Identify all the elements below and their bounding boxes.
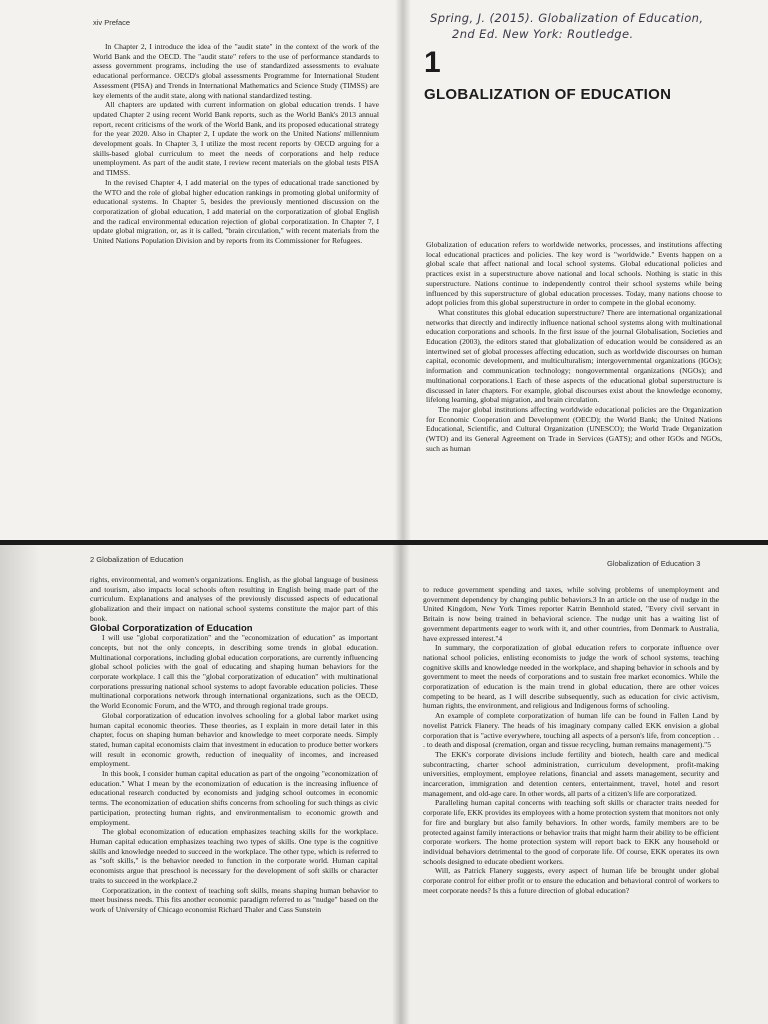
preface-paragraph: In Chapter 2, I introduce the idea of the "audit state" in the context of the work of the World Bank and the OECD. The "audit state" refers to the use of performance standards to assess government programs, including the use of standardized assessments to evaluate educational performance. OECD's global assessments Programme for International Student Assessment (PISA) and Trends in International Mathematics and Science Study (TIMSS) are key elements of the audit state, along with national standardized testing. — [93, 42, 379, 100]
chapter-paragraph: Globalization of education refers to worldwide networks, processes, and institutions affecting local educational practices and policies. The key word is "worldwide." Events happen on a global scale that affect national and local school systems. Global educational policies and practices exist in a superstructure above national and local schools. Nothing is static in this superstructure. Nations continue to independently control their school systems while being influenced by this superstructure of global education processes. Today, many nations choose to adopt policies from this global superstructure in order to compete in the global economy. — [426, 240, 722, 308]
chapter-title: GLOBALIZATION OF EDUCATION — [424, 86, 672, 103]
preface-paragraph: All chapters are updated with current information on global education trends. I have updated Chapter 2 using recent World Bank reports, such as the World Bank's 2013 annual report, recent criticisms of the work of the World Bank, and its proposed educational strategy for the year 2020. Also in Chapter 2, I update the work on the United Nations' millennium development goals. In Chapter 3, I utilize the most recent reports by OECD arguing for a skills-based global curriculum to meet the needs of corporations and help reduce unemployment. As part of the audit state, I review recent materials on the global tests PISA and TIMSS. — [93, 100, 379, 178]
page-3-paragraph: The EKK's corporate divisions include fertility and biotech, health care and medical subcontracting, charter school administration, curriculum development, profit-making universities, employment, employee relations, financial and assets management, security and incarceration, immigration and detention centers, entertainment, travel, hotel and resort management, and old-age care. In other words, all parts of a citizen's life are corporatized. — [423, 749, 719, 798]
page-2-paragraph: Corporatization, in the context of teaching soft skills, means shaping human behavior to meet business needs. This fits another economic paradigm referred to as "nudge" based on the work of University of Chicago economist Richard Thaler and Cass Sunstein — [90, 885, 378, 914]
page-3-paragraph: Paralleling human capital concerns with teaching soft skills or character traits needed for corporate life, EKK provides its employees with a home protection system that monitors not only for fire and burglary but also family behaviors. In other words, family members are to be protected against family interactions or behavior traits that might harm their ability to be efficient corporate workers. The home protection system will report back to EKK any household or individual behaviors detrimental to the good of corporate life. Of course, EKK operates its own schools designed to educate obedient workers. — [423, 798, 719, 866]
page-3-paragraph: In summary, the corporatization of global education refers to corporate influence over national school policies, enlisting economists to judge the work of school systems, teaching cognitive skills and knowledge needed in the workplace, and shaping behavior in schools and by government to meet the needs of corporations and to sustain free market economics. While the corporatization of education is the main trend in global education, there are other voices competing to be heard, as I will describe subsequently, such as education for civic activism, human rights, the environment, and religious and Indigenous forms of schooling. — [423, 643, 719, 711]
page-2-paragraph: rights, environmental, and women's organizations. English, as the global language of business and tourism, also impacts local schools often resulting in English being made part of the curriculum. Explanations and analyses of the previously discussed aspects of educational globalization and their impact on national school systems constitute the major part of this book. — [90, 575, 378, 623]
preface-text-column — [93, 42, 379, 246]
handwritten-line: 2nd Ed. New York: Routledge. — [452, 27, 634, 41]
section-heading: Global Corporatization of Education — [90, 622, 253, 634]
page-2-text-column — [90, 575, 378, 915]
handwritten-citation — [430, 10, 760, 42]
page-2-header: 2 Globalization of Education — [90, 555, 184, 564]
chapter-paragraph: What constitutes this global education superstructure? There are international organizational networks that directly and indirectly influence national school systems along with multinational education corporations and schools. In the first issue of the journal Globalisation, Societies and Education (2003), the editors stated that globalization of education would be considered as an intertwined set of global processes affecting education, such as worldwide discourses on human capital, economic development, and multiculturalism; intergovernmental organizations (IGOs); information and communication technology; nongovernmental organizations (NGOs); and multinational corporations.1 Each of these aspects of the educational global superstructure is discussed in later chapters. For example, global discourses exist about the knowledge economy, lifelong learning, global migration, and brain circulation. — [426, 307, 722, 405]
page-3-paragraph: to reduce government spending and taxes, while solving problems of unemployment and government dependency by changing public behaviors.3 In an article on the use of nudge in the United Kingdom, New York Times reporter Katrin Bennhold stated, "Every civil servant in Britain is now being trained in behavioral science. The nudge unit has a waiting list of government departments eager to work with it, and other countries, from Denmark to Australia, have expressed interest."4 — [423, 585, 719, 643]
book-spine-shadow — [392, 545, 410, 1024]
book-spine-shadow — [395, 0, 411, 540]
bottom-page-spread — [0, 545, 768, 1024]
page-3-paragraph: Will, as Patrick Flanery suggests, every aspect of human life be brought under global corporate control for either profit or to ensure the education and behavioral control of workers to meet corporate needs? Is this a future direction of global education? — [423, 866, 719, 895]
page-3-header: Globalization of Education 3 — [607, 559, 701, 568]
chapter-text-column — [426, 240, 722, 453]
page-3-text-column — [423, 585, 719, 896]
preface-paragraph: In the revised Chapter 4, I add material on the types of educational trade sanctioned by the WTO and the role of global higher education rankings in promoting global uniformity of educational systems. In Chapter 5, besides the previously mentioned discussion on the corporatization of global education, I add material on the corporatization of global English and the radical environmental education rejection of global corporatization. In Chapter 7, I update global migration, or, as it is called, "brain circulation," with recent materials from the United Nations Population Division and by reports from its Commissioner for Refugees. — [93, 177, 379, 246]
page-2-paragraph: I will use "global corporatization" and the "economization of education" as important concepts, but not the only concepts, in describing some trends in global education. Multinational corporations, including global education corporations, are currently influencing global school policies with the goal of educating and shaping human behaviors for the corporate workplace. I call this the "global corporatization of education" with multinational corporations pressuring national school systems to adopt favorable education policies. These multinational corporations network through international organizations, such as the OECD, the World Economic Forum, and the WTO, and through regional trade groups. — [90, 633, 378, 711]
page-2-paragraph: The global economization of education emphasizes teaching skills for the workplace. Human capital education emphasizes teaching two types of skills. One type is the cognitive skills and knowledge needed to succeed in the workplace. The other type, which is referred to as "soft skills," is the behavior needed to function in the corporate world. Human capital economists argue that preschool is necessary for the development of soft skills or character traits to succeed in the workplace.2 — [90, 827, 378, 885]
page-edge-shadow — [0, 545, 40, 1024]
page-3-paragraph: An example of complete corporatization of human life can be found in Fallen Land by novelist Patrick Flanery. The heads of his imaginary company called EKK envision a global corporation that is "active everywhere, touching all aspects of a person's life, from conception . . . to death and disposal (cremation, organ and tissue recycling, human remains management)."5 — [423, 711, 719, 750]
chapter-number: 1 — [424, 46, 441, 79]
page-2-paragraph: In this book, I consider human capital education as part of the ongoing "economization of education." What I mean by the economization of education is the increasing influence of educational research conducted by economists and judging school outcomes in economic terms. The economization of education shifts concerns from schooling for such things as civic participation, protecting human rights, and environmentalism to economic growth and employment. — [90, 769, 378, 827]
preface-page-header: xiv Preface — [93, 18, 131, 27]
page-2-paragraph: Global corporatization of education involves schooling for a global labor market using human capital economic theories. These theories, as I explain in more detail later in this chapter, focus on shaping human behavior and knowledge to meet corporate needs. Simply stated, human capital economists claim that investment in education to produce better workers will result in economic growth, reduction of inequality of incomes, and increased employment. — [90, 710, 378, 769]
chapter-paragraph: The major global institutions affecting worldwide educational policies are the Organization for Economic Cooperation and Development (OECD); the World Bank; the United Nations Educational, Scientific, and Cultural Organization (UNESCO); the World Trade Organization (WTO) and its General Agreement on Trade in Services (GATS); and other IGOs and NGOs, such as human — [426, 404, 722, 453]
handwritten-line: Spring, J. (2015). Globalization of Education, — [430, 11, 704, 25]
